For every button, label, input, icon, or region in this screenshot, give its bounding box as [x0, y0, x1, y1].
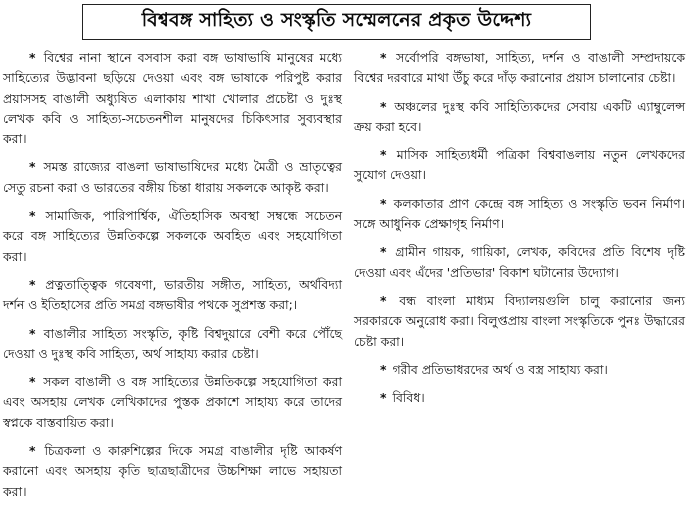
list-item — [3, 324, 342, 365]
bullet-mark: * — [380, 98, 387, 114]
bullet-mark: * — [380, 390, 387, 406]
list-item — [354, 97, 685, 138]
item-text: মাসিক সাহিত্যধর্মী পত্রিকা বিশ্ববাঙলায় নতুন লেখকদের সুযোগ দেওয়া। — [354, 147, 685, 183]
item-text: কলকাতার প্রাণ কেন্দ্রে বঙ্গ সাহিত্য ও সংস্কৃতি ভবন নির্মাণ। সঙ্গে আধুনিক প্রেক্ষাগৃহ নির্মাণ। — [354, 195, 685, 232]
item-text: চিত্রকলা ও কারুশিল্পের দিকে সমগ্র বাঙালীর দৃষ্টি আকর্ষণ করানো এবং অসহায় কৃতি ছাত্রছাত্রীদের উচ্চশিক্ষা লাভে সহায়তা করা। — [3, 443, 342, 499]
bullet-mark: * — [29, 443, 36, 459]
bullet-mark: * — [29, 276, 36, 292]
item-text: সকল বাঙালী ও বঙ্গ সাহিত্যের উন্নতিকল্পে সহযোগিতা করা এবং অসহায় লেখক লেখিকাদের পুস্তক প্রকাশে সাহায্য করে তাদের স্বপ্নকে বাস্তবায়িত করা। — [3, 374, 342, 430]
list-item — [354, 291, 685, 352]
bullet-mark: * — [29, 374, 36, 390]
item-text: বিশ্বের নানা স্থানে বসবাস করা বঙ্গ ভাষাভাষি মানুষের মধ্যে সাহিত্যের উদ্ভাবনা ছড়িয়ে দেওয়া এবং বঙ্গ ভাষাকে পরিপুষ্ট করার প্রয়াসসহ বাঙালী অধ্যুষিত এলাকায় শাখা খোলার প্রচেষ্টা ও দুঃস্থ লেখক কবি ও সাহিত্য-সচেতনশীল মানুষদের চিকিৎসার সুব্যবস্থার করা। — [3, 50, 342, 147]
bullet-mark: * — [380, 244, 387, 260]
item-text: বাঙালীর সাহিত্য সংস্কৃতি, কৃষ্টি বিশ্বদুয়ারে বেশী করে পৌঁছে দেওয়া ও দুঃস্থ কবি সাহিত্য, অর্থ সাহায্য করার চেষ্টা। — [3, 325, 342, 361]
bullet-mark: * — [29, 325, 36, 341]
list-item — [3, 372, 342, 433]
title-box — [82, 4, 591, 40]
bullet-mark: * — [29, 159, 36, 175]
list-item — [354, 388, 685, 408]
bullet-mark: * — [380, 195, 387, 211]
item-text: গরীব প্রতিভাধরদের অর্থ ও বস্ত্র সাহায্য করা। — [392, 361, 608, 377]
item-text: সামাজিক, পারিপার্শ্বিক, ঐতিহাসিক অবস্থা সম্বন্ধে সচেতন করে বঙ্গ সাহিত্যের উন্নতিকল্পে সকলকে অবহিত এবং সহযোগিতা করা। — [3, 208, 342, 264]
item-text: বিবিধ। — [392, 390, 425, 406]
bullet-mark: * — [29, 50, 36, 65]
list-item — [354, 145, 685, 186]
item-text: সর্বোপরি বঙ্গভাষা, সাহিত্য, দর্শন ও বাঙালী সম্প্রদায়কে বিশ্বের দরবারে মাথা উঁচু করে দাঁড় করানোর প্রয়াস চালানোর চেষ্টা। — [354, 50, 685, 86]
right-column — [354, 48, 685, 408]
list-item — [3, 206, 342, 267]
bullet-mark: * — [29, 208, 36, 224]
list-item — [354, 242, 685, 283]
item-text: গ্রামীন গায়ক, গায়িকা, লেখক, কবিদের প্রতি বিশেষ দৃষ্টি দেওয়া এবং এঁদের 'প্রতিভার' বিকাশ ঘটানোর উদ্যোগ। — [354, 244, 685, 280]
bullet-mark: * — [380, 292, 387, 308]
list-item — [3, 48, 342, 149]
bullet-mark: * — [380, 361, 387, 377]
list-item — [354, 48, 685, 89]
list-item — [3, 275, 342, 316]
item-text: সমস্ত রাজ্যের বাঙলা ভাষাভাষিদের মধ্যে মৈত্রী ও ভ্রাতৃত্বের সেতু রচনা করা ও ভারতের বঙ্গীয় চিন্তা ধারায় সকলকে আকৃষ্ট করা। — [3, 159, 342, 195]
page-title: বিশ্ববঙ্গ সাহিত্য ও সংস্কৃতি সম্মেলনের প্রকৃত উদ্দেশ্য — [141, 9, 532, 31]
left-column — [3, 48, 342, 502]
list-item — [354, 194, 685, 235]
item-text: প্রত্নতাত্ত্বিক গবেষণা, ভারতীয় সঙ্গীত, সাহিত্য, অর্থবিদ্যা দর্শন ও ইতিহাসের প্রতি সমগ্র বঙ্গভাষীর পথকে সুপ্রশস্ত করা;। — [3, 276, 342, 313]
list-item — [3, 157, 342, 198]
bullet-mark: * — [380, 50, 387, 65]
item-text: বন্ধ বাংলা মাধ্যম বিদ্যালয়গুলি চালু করানোর জন্য সরকারকে অনুরোধ করা। বিলুপ্তপ্রায় বাংলা সংস্কৃতিকে পুনঃ উদ্ধারের চেষ্টা করা। — [354, 292, 685, 349]
list-item — [354, 360, 685, 380]
item-text: অঞ্চলের দুঃস্থ কবি সাহিত্যিকদের সেবায় একটি এ্যাম্বুলেন্স ক্রয় করা হবে। — [354, 98, 685, 134]
bullet-mark: * — [380, 147, 387, 163]
list-item — [3, 441, 342, 502]
